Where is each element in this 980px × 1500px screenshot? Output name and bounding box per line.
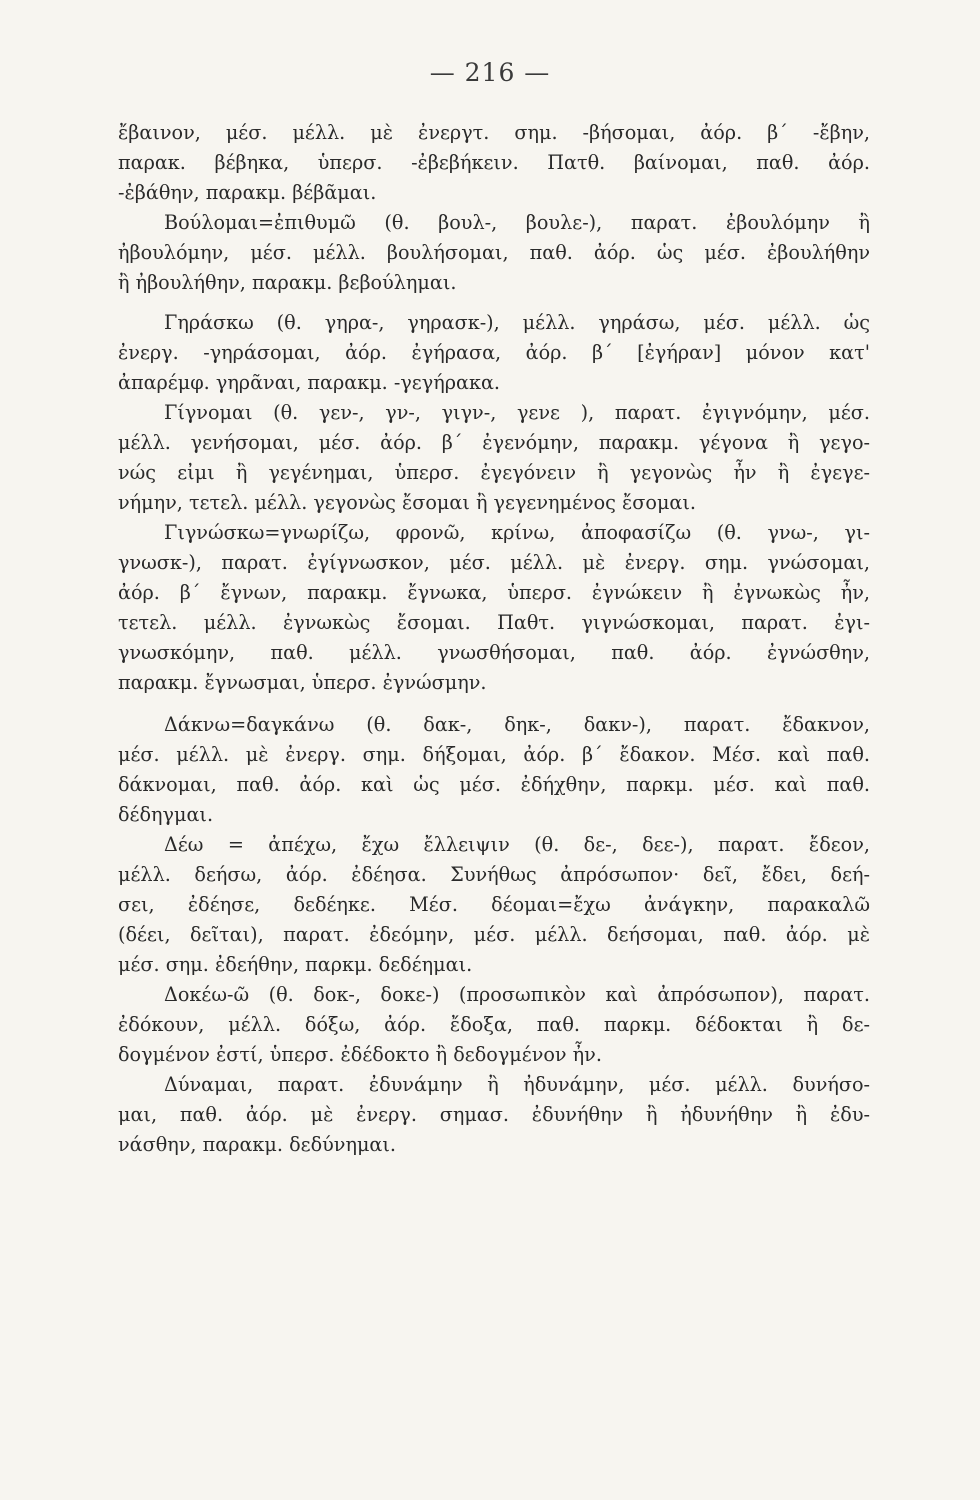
- text-line: μέσ. μέλλ. μὲ ἐνεργ. σημ. δήξομαι, ἀόρ. β΄ ἔδακον. Μέσ. καὶ παθ.: [118, 743, 870, 766]
- text-line: (δέει, δεῖται), παρατ. ἐδεόμην, μέσ. μέλλ. δεήσομαι, παθ. ἀόρ. μὲ: [118, 923, 870, 946]
- text-line: μέλλ. γενήσομαι, μέσ. ἀόρ. β΄ ἐγενόμην, παρακμ. γέγονα ἢ γεγο-: [118, 431, 870, 454]
- text-line: παρακμ. ἔγνωσμαι, ὑπερσ. ἐγνώσμην.: [118, 671, 487, 694]
- text-line: ἢ ἠβουλήθην, παρακμ. βεβούλημαι.: [118, 271, 457, 294]
- entry-gignomai: [118, 398, 870, 518]
- text-line: δέδηγμαι.: [118, 803, 214, 826]
- entry-deo: [118, 830, 870, 980]
- text-line: νήμην, τετελ. μέλλ. γεγονὼς ἔσομαι ἢ γεγενημένος ἔσομαι.: [118, 491, 697, 514]
- text-line: ἐδόκουν, μέλλ. δόξω, ἀόρ. ἔδοξα, παθ. παρκμ. δέδοκται ἢ δε-: [118, 1013, 870, 1036]
- text-line: μέσ. σημ. ἐδεήθην, παρκμ. δεδέημαι.: [118, 953, 473, 976]
- page-number: — 216 —: [429, 58, 551, 87]
- text-line: ἠβουλόμην, μέσ. μέλλ. βουλήσομαι, παθ. ἀόρ. ὡς μέσ. ἐβουλήθην: [118, 241, 870, 264]
- entry-gerasko: [118, 308, 870, 398]
- entry-headline: Γιγνώσκω=γνωρίζω, φρονῶ, κρίνω, ἀποφασίζω (θ. γνω-, γι-: [164, 521, 870, 544]
- text-line: μέλλ. δεήσω, ἀόρ. ἐδέησα. Συνήθως ἀπρόσωπον· δεῖ, ἔδει, δεή-: [118, 863, 870, 886]
- text-line: παρακ. βέβηκα, ὑπερσ. -ἐβεβήκειν. Πατθ. βαίνομαι, παθ. ἀόρ.: [118, 151, 870, 174]
- text-line: γνωσκόμην, παθ. μέλλ. γνωσθήσομαι, παθ. ἀόρ. ἐγνώσθην,: [118, 641, 870, 664]
- text-line: -ἐβάθην, παρακμ. βέβᾶμαι.: [118, 181, 377, 204]
- entry-headline: Δάκνω=δαγκάνω (θ. δακ-, δηκ-, δακν-), παρατ. ἔδακνον,: [164, 713, 870, 736]
- entry-headline: Δοκέω-ῶ (θ. δοκ-, δοκε-) (προσωπικὸν καὶ ἀπρόσωπον), παρατ.: [164, 983, 870, 1006]
- entry-dynamai: [118, 1070, 870, 1160]
- text-line: μαι, παθ. ἀόρ. μὲ ἐνεργ. σημασ. ἐδυνήθην ἢ ἠδυνήθην ἢ ἐδυ-: [118, 1103, 870, 1126]
- entry-headline: Δύναμαι, παρατ. ἐδυνάμην ἢ ἠδυνάμην, μέσ. μέλλ. δυνήσο-: [164, 1073, 870, 1096]
- dictionary-text: [118, 118, 870, 1160]
- text-line: γνωσκ-), παρατ. ἐγίγνωσκον, μέσ. μέλλ. μὲ ἐνεργ. σημ. γνώσομαι,: [118, 551, 870, 574]
- text-line: ἀόρ. β΄ ἔγνων, παρακμ. ἔγνωκα, ὑπερσ. ἐγνώκειν ἢ ἐγνωκὼς ἦν,: [118, 581, 870, 604]
- text-line: νώς εἰμι ἢ γεγένημαι, ὑπερσ. ἐγεγόνειν ἢ γεγονὼς ἦν ἢ ἐγεγε-: [118, 461, 870, 484]
- text-line: δογμένον ἐστί, ὑπερσ. ἐδέδοκτο ἢ δεδογμένον ἦν.: [118, 1043, 602, 1066]
- entry-headline: Γίγνομαι (θ. γεν-, γν-, γιγν-, γενε ), παρατ. ἐγιγνόμην, μέσ.: [164, 401, 870, 424]
- text-line: ἔβαινον, μέσ. μέλλ. μὲ ἐνεργτ. σημ. -βήσομαι, ἀόρ. β΄ -ἔβην,: [118, 121, 870, 144]
- text-line: ἐνεργ. -γηράσομαι, ἀόρ. ἐγήρασα, ἀόρ. β΄ [ἐγήραν] μόνον κατ': [118, 341, 870, 364]
- text-line: σει, ἐδέησε, δεδέηκε. Μέσ. δέομαι=ἔχω ἀνάγκην, παρακαλῶ: [118, 893, 870, 916]
- text-line: τετελ. μέλλ. ἐγνωκὼς ἔσομαι. Παθτ. γιγνώσκομαι, παρατ. ἐγι-: [118, 611, 870, 634]
- entry-bainw-continuation: [118, 118, 870, 208]
- text-line: νάσθην, παρακμ. δεδύνημαι.: [118, 1133, 397, 1156]
- entry-headline: Βούλομαι=ἐπιθυμῶ (θ. βουλ-, βουλε-), παρατ. ἐβουλόμην ἢ: [164, 211, 870, 234]
- entry-dokeo: [118, 980, 870, 1070]
- entry-gignosko: [118, 518, 870, 698]
- entry-headline: Γηράσκω (θ. γηρα-, γηρασκ-), μέλλ. γηράσω, μέσ. μέλλ. ὡς: [164, 311, 870, 334]
- entry-boulomai: [118, 208, 870, 298]
- text-line: δάκνομαι, παθ. ἀόρ. καὶ ὡς μέσ. ἐδήχθην, παρκμ. μέσ. καὶ παθ.: [118, 773, 870, 796]
- entry-dakno: [118, 710, 870, 830]
- entry-headline: Δέω = ἀπέχω, ἔχω ἔλλειψιν (θ. δε-, δεε-), παρατ. ἔδεον,: [164, 833, 870, 856]
- text-line: ἀπαρέμφ. γηρᾶναι, παρακμ. -γεγήρακα.: [118, 371, 500, 394]
